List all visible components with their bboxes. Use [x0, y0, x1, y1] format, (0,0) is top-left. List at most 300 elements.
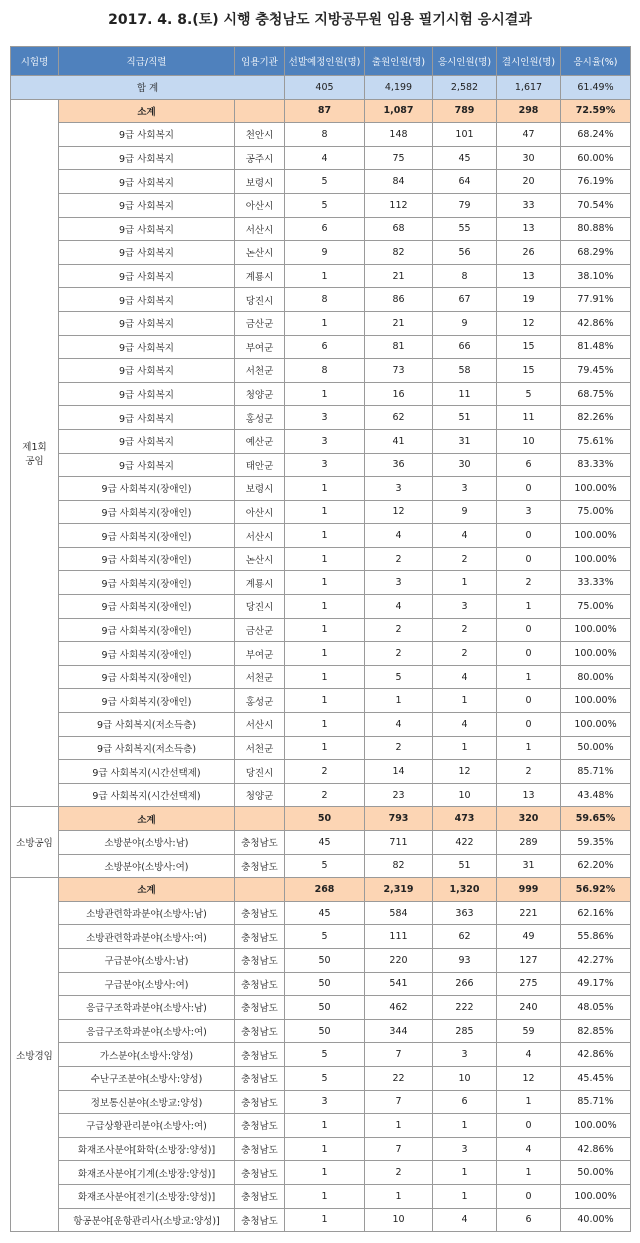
position-cell: 소방분야(소방사:여) — [59, 854, 235, 878]
applied-cell: 73 — [365, 359, 433, 383]
position-cell: 9급 사회복지 — [59, 382, 235, 406]
table-row — [11, 335, 631, 359]
table-row — [11, 972, 631, 996]
position-cell: 9급 사회복지(장애인) — [59, 500, 235, 524]
table-row — [11, 948, 631, 972]
agency-cell: 태안군 — [235, 453, 285, 477]
rate-cell: 82.85% — [561, 1019, 631, 1043]
agency-cell: 보령시 — [235, 477, 285, 501]
absent-cell: 0 — [497, 477, 561, 501]
table-row — [11, 453, 631, 477]
position-cell: 항공분야[운항관리사(소방교:양성)] — [59, 1208, 235, 1232]
attended-cell: 93 — [433, 948, 497, 972]
agency-cell: 청양군 — [235, 382, 285, 406]
attended-cell: 3 — [433, 1043, 497, 1067]
position-cell: 9급 사회복지(장애인) — [59, 547, 235, 571]
attended-cell: 64 — [433, 170, 497, 194]
planned-cell: 1 — [285, 500, 365, 524]
planned-cell: 2 — [285, 760, 365, 784]
total-row — [11, 76, 631, 100]
applied-cell: 111 — [365, 925, 433, 949]
planned-cell: 5 — [285, 925, 365, 949]
agency-cell: 금산군 — [235, 311, 285, 335]
applied-cell: 62 — [365, 406, 433, 430]
table-row — [11, 665, 631, 689]
planned-cell: 1 — [285, 1208, 365, 1232]
planned-cell: 6 — [285, 335, 365, 359]
agency-cell: 충청남도 — [235, 1184, 285, 1208]
absent-cell: 1 — [497, 595, 561, 619]
planned-cell: 50 — [285, 996, 365, 1020]
header-cell: 시험명 — [11, 47, 59, 76]
applied-cell: 2 — [365, 618, 433, 642]
attended-cell: 30 — [433, 453, 497, 477]
planned-cell: 45 — [285, 901, 365, 925]
absent-cell: 2 — [497, 571, 561, 595]
header-cell: 선발예정인원(명) — [285, 47, 365, 76]
absent-cell: 33 — [497, 193, 561, 217]
agency-cell: 예산군 — [235, 429, 285, 453]
attended-cell: 6 — [433, 1090, 497, 1114]
position-cell: 화재조사분야[전기(소방장:양성)] — [59, 1184, 235, 1208]
position-cell: 9급 사회복지(장애인) — [59, 618, 235, 642]
absent-cell: 6 — [497, 1208, 561, 1232]
absent-cell: 6 — [497, 453, 561, 477]
absent-cell: 0 — [497, 642, 561, 666]
attended-cell: 51 — [433, 854, 497, 878]
absent-cell: 0 — [497, 1114, 561, 1138]
rate-cell: 100.00% — [561, 1114, 631, 1138]
table-row — [11, 1208, 631, 1232]
subtotal-row — [11, 807, 631, 831]
attended-cell: 31 — [433, 429, 497, 453]
absent-cell: 4 — [497, 1043, 561, 1067]
rate-cell: 55.86% — [561, 925, 631, 949]
planned-cell: 1 — [285, 618, 365, 642]
planned-cell: 1 — [285, 571, 365, 595]
absent-cell: 1 — [497, 1161, 561, 1185]
agency-cell: 당진시 — [235, 760, 285, 784]
table-row — [11, 193, 631, 217]
table-row — [11, 382, 631, 406]
applied-cell: 81 — [365, 335, 433, 359]
table-row — [11, 571, 631, 595]
table-row — [11, 1043, 631, 1067]
attended-cell: 4 — [433, 1208, 497, 1232]
rate-cell: 100.00% — [561, 642, 631, 666]
agency-cell: 충청남도 — [235, 1019, 285, 1043]
agency-cell: 서산시 — [235, 713, 285, 737]
rate-cell: 80.00% — [561, 665, 631, 689]
position-cell: 9급 사회복지(장애인) — [59, 642, 235, 666]
results-table — [10, 46, 631, 1232]
table-row — [11, 1137, 631, 1161]
subtotal-value: 268 — [285, 878, 365, 902]
header-cell: 결시인원(명) — [497, 47, 561, 76]
position-cell: 9급 사회복지(시간선택제) — [59, 783, 235, 807]
subtotal-value: 50 — [285, 807, 365, 831]
position-cell: 9급 사회복지(장애인) — [59, 595, 235, 619]
absent-cell: 12 — [497, 1066, 561, 1090]
agency-cell: 아산시 — [235, 193, 285, 217]
position-cell: 응급구조학과분야(소방사:여) — [59, 1019, 235, 1043]
absent-cell: 1 — [497, 1090, 561, 1114]
position-cell: 9급 사회복지 — [59, 453, 235, 477]
table-row — [11, 123, 631, 147]
attended-cell: 66 — [433, 335, 497, 359]
attended-cell: 55 — [433, 217, 497, 241]
agency-cell: 서산시 — [235, 524, 285, 548]
applied-cell: 82 — [365, 854, 433, 878]
rate-cell: 100.00% — [561, 477, 631, 501]
position-cell: 9급 사회복지 — [59, 429, 235, 453]
agency-cell: 충청남도 — [235, 854, 285, 878]
planned-cell: 5 — [285, 170, 365, 194]
agency-cell: 충청남도 — [235, 1114, 285, 1138]
rate-cell: 62.16% — [561, 901, 631, 925]
applied-cell: 344 — [365, 1019, 433, 1043]
position-cell: 소방관련학과분야(소방사:남) — [59, 901, 235, 925]
applied-cell: 3 — [365, 571, 433, 595]
rate-cell: 85.71% — [561, 1090, 631, 1114]
absent-cell: 26 — [497, 241, 561, 265]
subtotal-row — [11, 878, 631, 902]
planned-cell: 50 — [285, 948, 365, 972]
table-row — [11, 760, 631, 784]
position-cell: 9급 사회복지(장애인) — [59, 477, 235, 501]
group-name: 소방경임 — [11, 878, 59, 1232]
position-cell: 9급 사회복지 — [59, 359, 235, 383]
applied-cell: 112 — [365, 193, 433, 217]
header-cell: 응시인원(명) — [433, 47, 497, 76]
page-title: 2017. 4. 8.(토) 시행 충청남도 지방공무원 임용 필기시험 응시결과 — [108, 12, 532, 28]
rate-cell: 60.00% — [561, 146, 631, 170]
absent-cell: 15 — [497, 335, 561, 359]
planned-cell: 5 — [285, 854, 365, 878]
attended-cell: 3 — [433, 595, 497, 619]
table-row — [11, 547, 631, 571]
total-value: 1,617 — [497, 76, 561, 100]
absent-cell: 221 — [497, 901, 561, 925]
rate-cell: 50.00% — [561, 736, 631, 760]
absent-cell: 13 — [497, 264, 561, 288]
agency-cell: 청양군 — [235, 783, 285, 807]
subtotal-row — [11, 99, 631, 123]
applied-cell: 2 — [365, 547, 433, 571]
agency-cell: 충청남도 — [235, 1043, 285, 1067]
planned-cell: 4 — [285, 146, 365, 170]
absent-cell: 13 — [497, 783, 561, 807]
agency-cell: 공주시 — [235, 146, 285, 170]
applied-cell: 1 — [365, 1114, 433, 1138]
table-row — [11, 618, 631, 642]
attended-cell: 2 — [433, 642, 497, 666]
attended-cell: 8 — [433, 264, 497, 288]
rate-cell: 100.00% — [561, 689, 631, 713]
table-row — [11, 311, 631, 335]
planned-cell: 1 — [285, 547, 365, 571]
agency-cell: 계룡시 — [235, 571, 285, 595]
group-name: 제1회 공임 — [11, 99, 59, 807]
attended-cell: 10 — [433, 1066, 497, 1090]
absent-cell: 13 — [497, 217, 561, 241]
position-cell: 9급 사회복지 — [59, 170, 235, 194]
rate-cell: 81.48% — [561, 335, 631, 359]
planned-cell: 6 — [285, 217, 365, 241]
table-row — [11, 901, 631, 925]
rate-cell: 43.48% — [561, 783, 631, 807]
table-row — [11, 359, 631, 383]
attended-cell: 4 — [433, 524, 497, 548]
rate-cell: 77.91% — [561, 288, 631, 312]
agency-cell: 부여군 — [235, 335, 285, 359]
position-cell: 9급 사회복지 — [59, 193, 235, 217]
planned-cell: 3 — [285, 1090, 365, 1114]
absent-cell: 275 — [497, 972, 561, 996]
attended-cell: 4 — [433, 713, 497, 737]
subtotal-label: 소계 — [59, 878, 235, 902]
absent-cell: 31 — [497, 854, 561, 878]
planned-cell: 8 — [285, 123, 365, 147]
applied-cell: 21 — [365, 311, 433, 335]
applied-cell: 584 — [365, 901, 433, 925]
position-cell: 9급 사회복지 — [59, 335, 235, 359]
planned-cell: 3 — [285, 453, 365, 477]
attended-cell: 101 — [433, 123, 497, 147]
rate-cell: 68.75% — [561, 382, 631, 406]
table-row — [11, 288, 631, 312]
table-row — [11, 783, 631, 807]
planned-cell: 1 — [285, 665, 365, 689]
absent-cell: 10 — [497, 429, 561, 453]
agency-cell: 천안시 — [235, 123, 285, 147]
table-row — [11, 736, 631, 760]
attended-cell: 266 — [433, 972, 497, 996]
table-row — [11, 1114, 631, 1138]
attended-cell: 9 — [433, 311, 497, 335]
rate-cell: 85.71% — [561, 760, 631, 784]
rate-cell: 45.45% — [561, 1066, 631, 1090]
table-row — [11, 429, 631, 453]
attended-cell: 10 — [433, 783, 497, 807]
table-row — [11, 1161, 631, 1185]
planned-cell: 1 — [285, 713, 365, 737]
rate-cell: 75.61% — [561, 429, 631, 453]
subtotal-value: 473 — [433, 807, 497, 831]
position-cell: 응급구조학과분야(소방사:남) — [59, 996, 235, 1020]
rate-cell: 42.27% — [561, 948, 631, 972]
absent-cell: 59 — [497, 1019, 561, 1043]
rate-cell: 59.35% — [561, 831, 631, 855]
rate-cell: 83.33% — [561, 453, 631, 477]
applied-cell: 36 — [365, 453, 433, 477]
table-row — [11, 170, 631, 194]
position-cell: 9급 사회복지 — [59, 123, 235, 147]
planned-cell: 1 — [285, 1161, 365, 1185]
table-row — [11, 524, 631, 548]
attended-cell: 285 — [433, 1019, 497, 1043]
attended-cell: 3 — [433, 477, 497, 501]
rate-cell: 100.00% — [561, 1184, 631, 1208]
agency-cell: 서천군 — [235, 665, 285, 689]
attended-cell: 2 — [433, 618, 497, 642]
table-row — [11, 1090, 631, 1114]
table-row — [11, 477, 631, 501]
position-cell: 9급 사회복지(장애인) — [59, 689, 235, 713]
planned-cell: 9 — [285, 241, 365, 265]
subtotal-value: 789 — [433, 99, 497, 123]
subtotal-value: 320 — [497, 807, 561, 831]
applied-cell: 7 — [365, 1090, 433, 1114]
table-row — [11, 595, 631, 619]
rate-cell: 68.29% — [561, 241, 631, 265]
applied-cell: 5 — [365, 665, 433, 689]
table-row — [11, 925, 631, 949]
planned-cell: 3 — [285, 406, 365, 430]
agency-cell: 충청남도 — [235, 831, 285, 855]
agency-cell: 충청남도 — [235, 996, 285, 1020]
attended-cell: 58 — [433, 359, 497, 383]
absent-cell: 0 — [497, 689, 561, 713]
header-cell: 응시율(%) — [561, 47, 631, 76]
attended-cell: 12 — [433, 760, 497, 784]
position-cell: 9급 사회복지 — [59, 146, 235, 170]
applied-cell: 75 — [365, 146, 433, 170]
absent-cell: 0 — [497, 713, 561, 737]
agency-cell: 충청남도 — [235, 1161, 285, 1185]
attended-cell: 1 — [433, 1184, 497, 1208]
agency-cell: 아산시 — [235, 500, 285, 524]
rate-cell: 49.17% — [561, 972, 631, 996]
absent-cell: 47 — [497, 123, 561, 147]
position-cell: 9급 사회복지 — [59, 406, 235, 430]
attended-cell: 9 — [433, 500, 497, 524]
position-cell: 구급분야(소방사:여) — [59, 972, 235, 996]
position-cell: 구급상황관리분야(소방사:여) — [59, 1114, 235, 1138]
position-cell: 9급 사회복지(저소득층) — [59, 736, 235, 760]
rate-cell: 70.54% — [561, 193, 631, 217]
absent-cell: 2 — [497, 760, 561, 784]
subtotal-value: 87 — [285, 99, 365, 123]
position-cell: 가스분야(소방사:양성) — [59, 1043, 235, 1067]
planned-cell: 8 — [285, 288, 365, 312]
applied-cell: 82 — [365, 241, 433, 265]
agency-cell: 논산시 — [235, 547, 285, 571]
table-row — [11, 854, 631, 878]
applied-cell: 22 — [365, 1066, 433, 1090]
applied-cell: 4 — [365, 524, 433, 548]
total-value: 61.49% — [561, 76, 631, 100]
applied-cell: 14 — [365, 760, 433, 784]
absent-cell: 11 — [497, 406, 561, 430]
applied-cell: 23 — [365, 783, 433, 807]
rate-cell: 62.20% — [561, 854, 631, 878]
subtotal-value: 2,319 — [365, 878, 433, 902]
attended-cell: 222 — [433, 996, 497, 1020]
agency-cell: 당진시 — [235, 595, 285, 619]
agency-cell: 충청남도 — [235, 1137, 285, 1161]
position-cell: 화재조사분야[화학(소방장:양성)] — [59, 1137, 235, 1161]
planned-cell: 1 — [285, 524, 365, 548]
attended-cell: 67 — [433, 288, 497, 312]
table-row — [11, 406, 631, 430]
planned-cell: 8 — [285, 359, 365, 383]
absent-cell: 3 — [497, 500, 561, 524]
rate-cell: 80.88% — [561, 217, 631, 241]
table-row — [11, 1066, 631, 1090]
table-row — [11, 642, 631, 666]
attended-cell: 1 — [433, 689, 497, 713]
position-cell: 화재조사분야[기계(소방장:양성)] — [59, 1161, 235, 1185]
subtotal-value: 1,087 — [365, 99, 433, 123]
table-row — [11, 217, 631, 241]
agency-cell: 충청남도 — [235, 972, 285, 996]
table-row — [11, 1019, 631, 1043]
planned-cell: 1 — [285, 311, 365, 335]
absent-cell: 289 — [497, 831, 561, 855]
planned-cell: 1 — [285, 595, 365, 619]
absent-cell: 19 — [497, 288, 561, 312]
attended-cell: 2 — [433, 547, 497, 571]
total-value: 4,199 — [365, 76, 433, 100]
absent-cell: 1 — [497, 736, 561, 760]
planned-cell: 50 — [285, 1019, 365, 1043]
attended-cell: 45 — [433, 146, 497, 170]
agency-cell: 서천군 — [235, 736, 285, 760]
table-row — [11, 241, 631, 265]
rate-cell: 42.86% — [561, 1043, 631, 1067]
applied-cell: 148 — [365, 123, 433, 147]
applied-cell: 84 — [365, 170, 433, 194]
agency-cell: 충청남도 — [235, 1066, 285, 1090]
planned-cell: 3 — [285, 429, 365, 453]
planned-cell: 1 — [285, 689, 365, 713]
position-cell: 9급 사회복지 — [59, 241, 235, 265]
rate-cell: 75.00% — [561, 595, 631, 619]
applied-cell: 86 — [365, 288, 433, 312]
absent-cell: 0 — [497, 618, 561, 642]
attended-cell: 3 — [433, 1137, 497, 1161]
applied-cell: 541 — [365, 972, 433, 996]
applied-cell: 16 — [365, 382, 433, 406]
absent-cell: 0 — [497, 547, 561, 571]
subtotal-label: 소계 — [59, 99, 235, 123]
total-value: 2,582 — [433, 76, 497, 100]
attended-cell: 1 — [433, 1161, 497, 1185]
position-cell: 9급 사회복지(장애인) — [59, 524, 235, 548]
absent-cell: 127 — [497, 948, 561, 972]
planned-cell: 5 — [285, 193, 365, 217]
planned-cell: 5 — [285, 1043, 365, 1067]
applied-cell: 12 — [365, 500, 433, 524]
applied-cell: 10 — [365, 1208, 433, 1232]
planned-cell: 1 — [285, 477, 365, 501]
attended-cell: 11 — [433, 382, 497, 406]
total-label: 합 계 — [11, 76, 285, 100]
rate-cell: 100.00% — [561, 547, 631, 571]
agency-cell: 충청남도 — [235, 925, 285, 949]
attended-cell: 1 — [433, 571, 497, 595]
agency-cell: 홍성군 — [235, 689, 285, 713]
planned-cell: 1 — [285, 382, 365, 406]
position-cell: 9급 사회복지(시간선택제) — [59, 760, 235, 784]
table-row — [11, 264, 631, 288]
rate-cell: 75.00% — [561, 500, 631, 524]
absent-cell: 15 — [497, 359, 561, 383]
table-row — [11, 500, 631, 524]
table-row — [11, 689, 631, 713]
absent-cell: 49 — [497, 925, 561, 949]
